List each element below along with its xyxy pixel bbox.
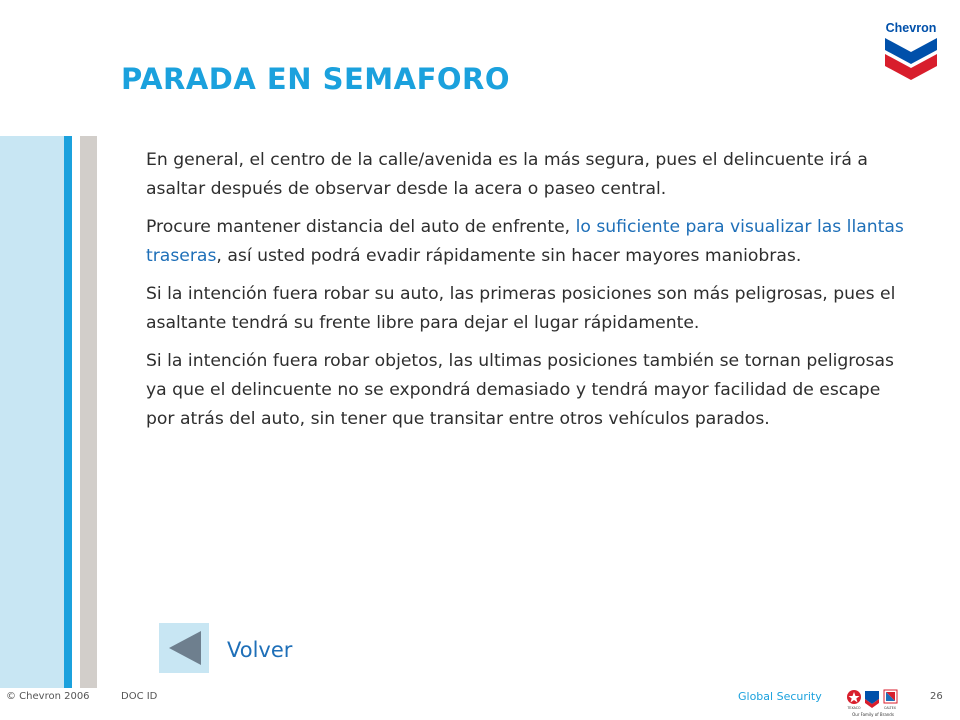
page-number: 26 — [930, 691, 943, 702]
paragraph-2 — [146, 213, 906, 271]
body-text — [146, 146, 906, 443]
back-button[interactable] — [159, 623, 209, 673]
left-decorative-bar-blue — [64, 136, 72, 688]
brand-texaco-label: TEXACO — [847, 706, 861, 710]
paragraph-4: Si la intención fuera robar objetos, las ultimas posiciones también se tornan peligrosas ya que el delincuente no se expondrá demasiado y tendrá mayor facilidad de escape por atrás del auto, sin tener que transitar entre otros vehículos parados. — [146, 351, 894, 429]
paragraph-1: En general, el centro de la calle/avenida es la más segura, pues el delincuente irá a asaltar después de observar desde la acera o paseo central. — [146, 150, 868, 199]
left-triangle-icon — [167, 629, 203, 667]
left-decorative-bar-light — [0, 136, 64, 688]
brand-caltex-label: CALTEX — [884, 706, 896, 710]
chevron-logo — [876, 18, 946, 84]
footer-copyright: © Chevron 2006 — [6, 691, 90, 702]
brand-family-caption: Our Family of Brands — [852, 712, 894, 717]
left-decorative-bar-gap — [72, 136, 80, 688]
footer-global-security: Global Security — [738, 690, 822, 703]
slide-title: PARADA EN SEMAFORO — [121, 62, 511, 96]
footer-doc-id: DOC ID — [121, 691, 158, 702]
left-decorative-bar-gray — [80, 136, 97, 688]
paragraph-2-highlight: lo suficiente para visualizar las llantas traseras — [146, 217, 904, 266]
back-link[interactable]: Volver — [227, 638, 293, 662]
paragraph-2-end: , así usted podrá evadir rápidamente sin hacer mayores maniobras. — [216, 246, 802, 266]
chevron-logo-wordmark: Chevron — [885, 21, 937, 35]
paragraph-3: Si la intención fuera robar su auto, las primeras posiciones son más peligrosas, pues el asaltante tendrá su frente libre para dejar el lugar rápidamente. — [146, 284, 896, 333]
brand-family-logos — [846, 686, 900, 718]
paragraph-2-start: Procure mantener distancia del auto de enfrente, — [146, 217, 576, 237]
